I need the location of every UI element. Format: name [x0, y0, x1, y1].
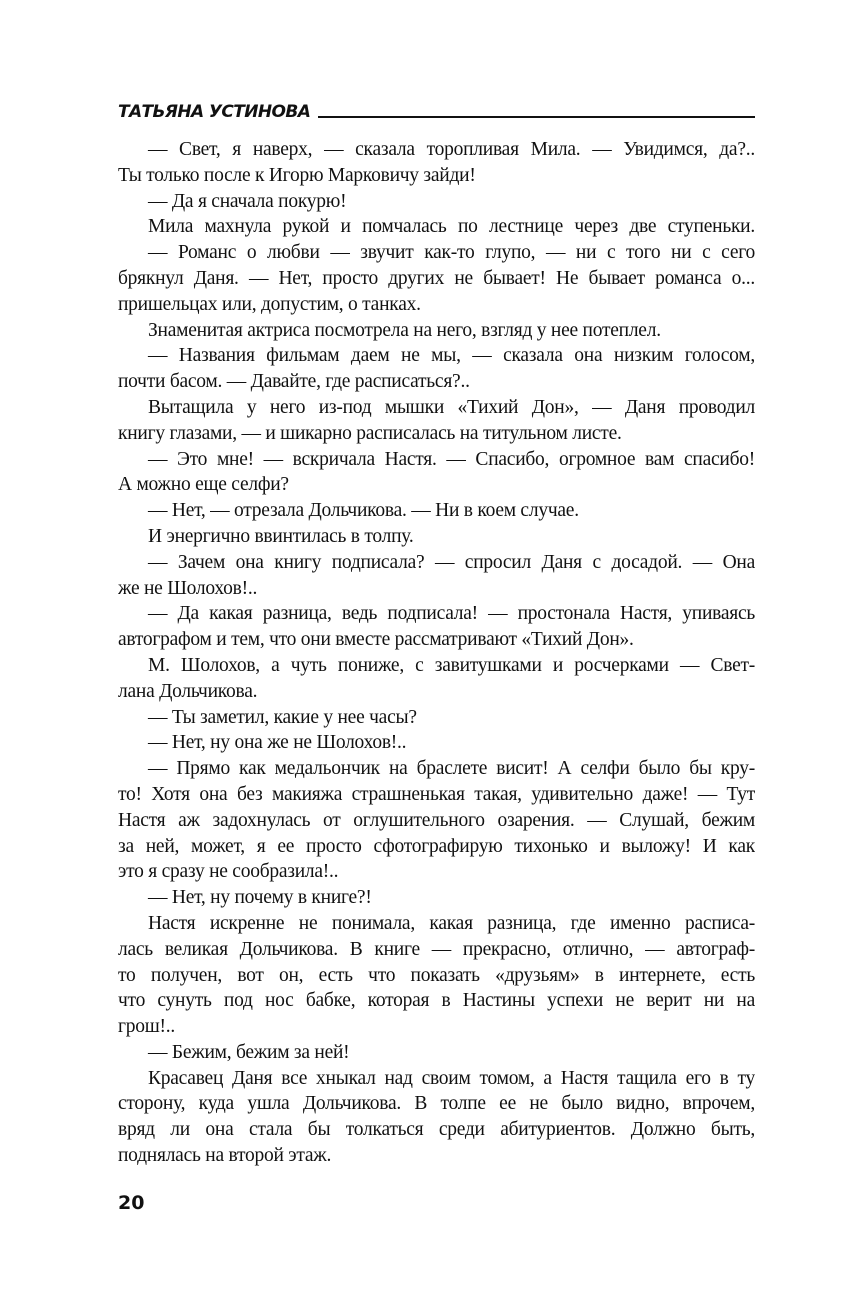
text-line: И энергично ввинтилась в толпу. — [148, 525, 414, 547]
text-line: грош!.. — [118, 1016, 176, 1038]
text-line: — Прямо как медальончик на браслете висит! А селфи было бы кру- — [148, 758, 755, 780]
text-line: — Свет, я наверх, — сказала торопливая Мила. — Увидимся, да?.. — [148, 139, 755, 160]
text-line: сторону, куда ушла Дольчикова. В толпе ее не было видно, впрочем, — [118, 1093, 755, 1115]
text-line: то получен, вот он, есть что показать «друзьям» в интернете, есть — [118, 964, 755, 986]
text-line: брякнул Даня. — Нет, просто других не бывает! Не бывает романса о... — [118, 267, 755, 289]
text-line: книгу глазами, — и шикарно расписалась на титульном листе. — [118, 422, 622, 444]
text-line: пришельцах или, допустим, о танках. — [118, 293, 421, 315]
text-line: за ней, может, я ее просто сфотографирую тихонько и выложу! И как — [118, 835, 755, 857]
text-line: почти басом. — Давайте, где расписаться?.. — [118, 371, 470, 393]
text-line: — Романс о любви — звучит как-то глупо, — ни с того ни с сего — [148, 242, 755, 264]
text-line: Знаменитая актриса посмотрела на него, взгляд у нее потеплел. — [148, 319, 661, 341]
author-name: ТАТЬЯНА УСТИНОВА — [118, 102, 311, 122]
text-line: это я сразу не сообразила!.. — [118, 861, 339, 883]
text-line: — Бежим, бежим за ней! — [148, 1041, 350, 1063]
running-header — [118, 98, 755, 122]
text-line: лась великая Дольчикова. В книге — прекрасно, отлично, — автограф- — [118, 938, 755, 960]
text-line: поднялась на второй этаж. — [118, 1145, 332, 1167]
text-line: — Зачем она книгу подписала? — спросил Даня с досадой. — Она — [148, 551, 755, 573]
text-line: — Нет, ну она же не Шолохов!.. — [148, 732, 407, 754]
text-line: что сунуть под нос бабке, которая в Настины успехи не верит ни на — [118, 990, 755, 1012]
text-line: — Это мне! — вскричала Настя. — Спасибо, огромное вам спасибо! — [148, 448, 755, 470]
text-line: Ты только после к Игорю Марковичу зайди! — [118, 164, 476, 186]
text-line: А можно еще селфи? — [118, 474, 289, 496]
header-rule — [318, 116, 755, 118]
text-line: Настя искренне не понимала, какая разница, где именно расписа- — [148, 912, 755, 934]
text-line: вряд ли она стала бы толкаться среди абитуриентов. Должно быть, — [118, 1119, 755, 1141]
text-line: — Названия фильмам даем не мы, — сказала она низким голосом, — [148, 345, 755, 367]
text-line: же не Шолохов!.. — [118, 577, 258, 599]
text-line: Вытащила у него из-под мышки «Тихий Дон», — Даня проводил — [148, 396, 755, 418]
text-line: — Нет, — отрезала Дольчикова. — Ни в коем случае. — [148, 500, 579, 522]
text-line: Красавец Даня все хныкал над своим томом, а Настя тащила его в ту — [148, 1067, 755, 1089]
text-line: лана Дольчикова. — [118, 680, 258, 702]
page-number: 20 — [118, 1192, 145, 1214]
text-line: то! Хотя она без макияжа страшненькая такая, удивительно даже! — Тут — [118, 783, 755, 805]
text-line: М. Шолохов, а чуть пониже, с завитушками и росчерками — Свет- — [148, 654, 755, 676]
text-line: — Ты заметил, какие у нее часы? — [148, 706, 417, 728]
text-line: Настя аж задохнулась от оглушительного озарения. — Слушай, бежим — [118, 809, 755, 831]
text-line: — Да я сначала покурю! — [148, 190, 347, 212]
body-text — [118, 137, 755, 1169]
text-line: Мила махнула рукой и помчалась по лестнице через две ступеньки. — [148, 216, 755, 238]
text-line: — Да какая разница, ведь подписала! — простонала Настя, упиваясь — [148, 603, 755, 625]
text-line: автографом и тем, что они вместе рассматривают «Тихий Дон». — [118, 629, 634, 651]
text-line: — Нет, ну почему в книге?! — [148, 887, 372, 909]
